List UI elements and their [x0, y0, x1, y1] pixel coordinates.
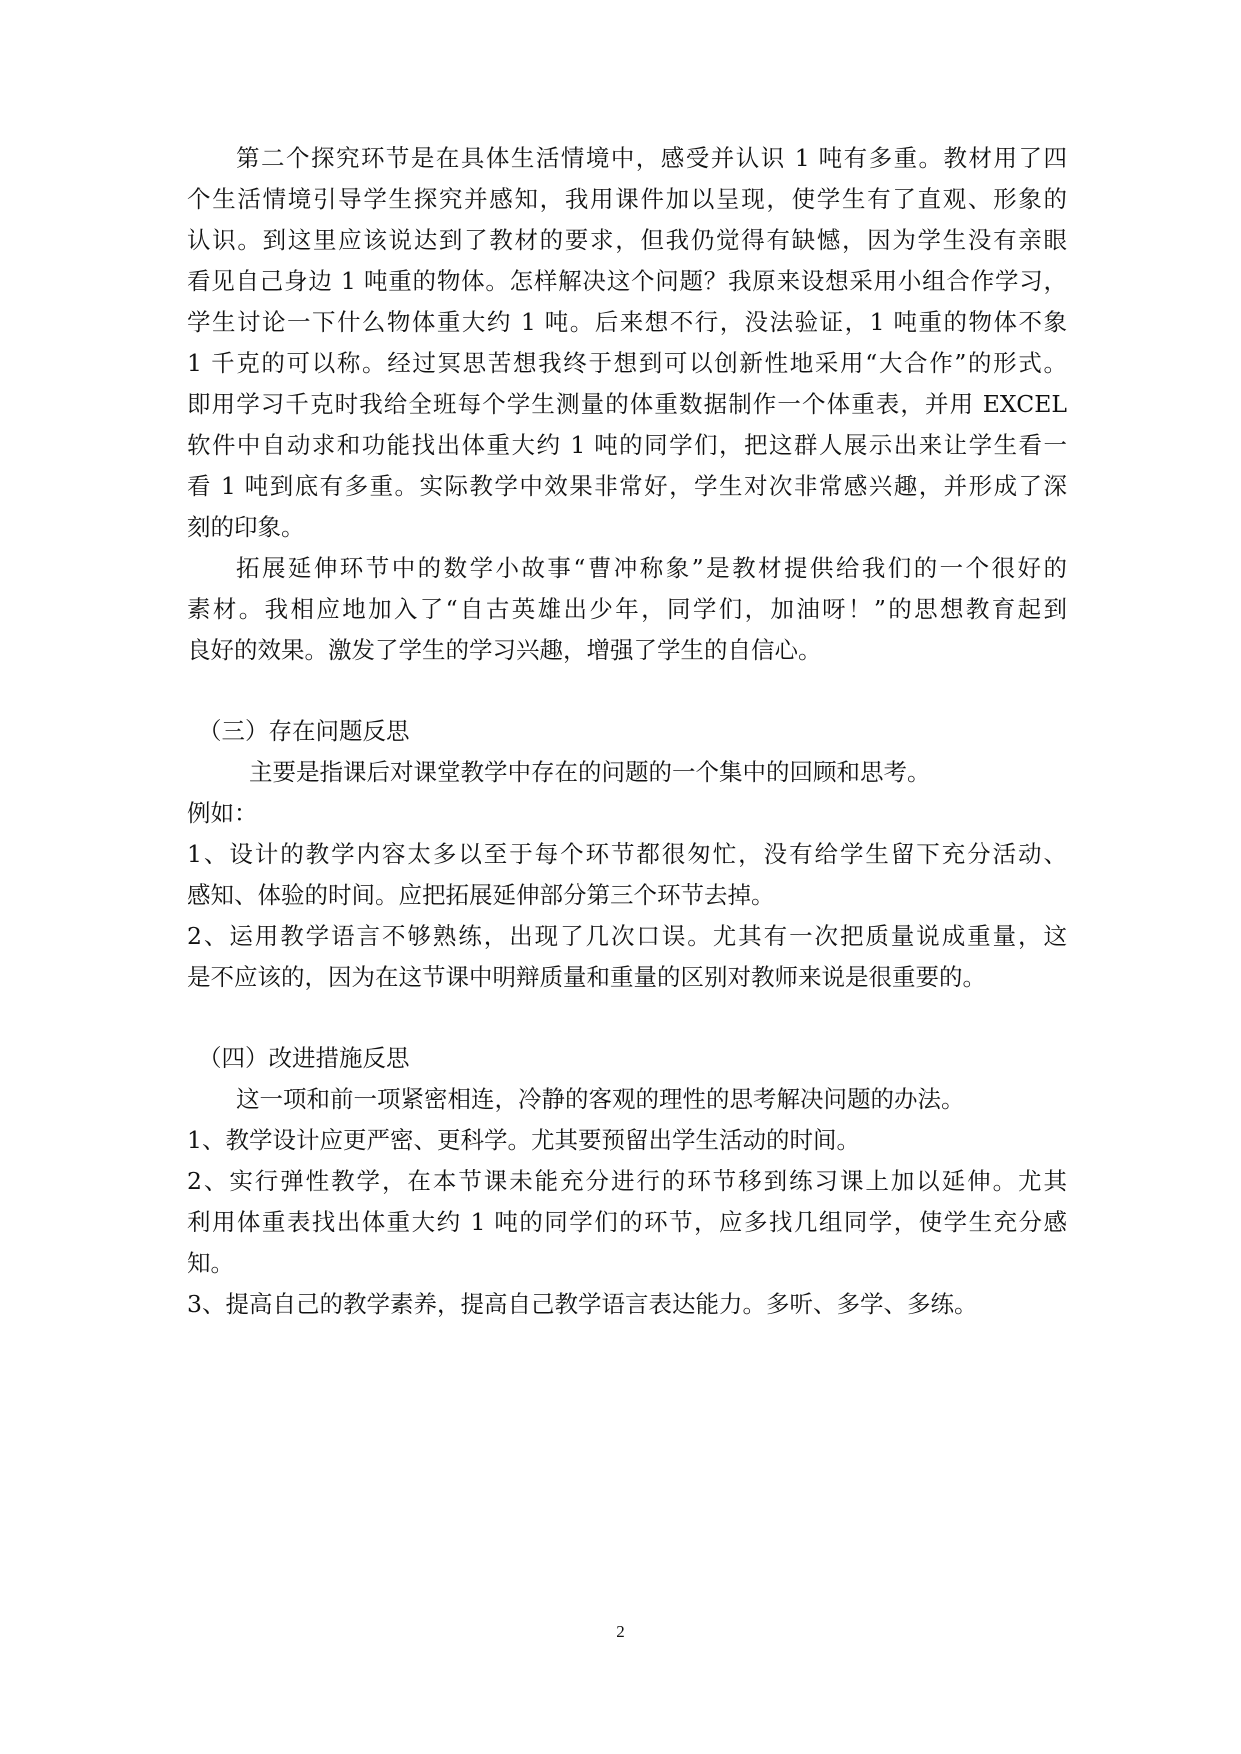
- paragraph-line: 1 千克的可以称。经过冥思苦想我终于想到可以创新性地采用“大合作”的形式。: [187, 349, 1067, 377]
- list-item-continuation: 是不应该的，因为在这节课中明辩质量和重量的区别对教师来说是很重要的。: [187, 963, 986, 991]
- paragraph-line: 第二个探究环节是在具体生活情境中，感受并认识 1 吨有多重。教材用了四: [236, 144, 1067, 172]
- paragraph-line: 即用学习千克时我给全班每个学生测量的体重数据制作一个体重表，并用 EXCEL: [187, 390, 1067, 418]
- paragraph-line: 拓展延伸环节中的数学小故事“曹冲称象”是教材提供给我们的一个很好的: [236, 554, 1067, 582]
- list-item-continuation: 感知、体验的时间。应把拓展延伸部分第三个环节去掉。: [187, 881, 775, 909]
- section-intro-4: 这一项和前一项紧密相连，冷静的客观的理性的思考解决问题的办法。: [236, 1085, 965, 1113]
- paragraph-line: 认识。到这里应该说达到了教材的要求，但我仍觉得有缺憾，因为学生没有亲眼: [187, 226, 1067, 254]
- list-item: 1、设计的教学内容太多以至于每个环节都很匆忙，没有给学生留下充分活动、: [187, 840, 1067, 868]
- paragraph-line: 素材。我相应地加入了“自古英雄出少年，同学们，加油呀！”的思想教育起到: [187, 595, 1067, 623]
- paragraph-line: 看 1 吨到底有多重。实际教学中效果非常好，学生对次非常感兴趣，并形成了深: [187, 472, 1067, 500]
- list-item: 2、实行弹性教学，在本节课未能充分进行的环节移到练习课上加以延伸。尤其: [187, 1167, 1067, 1195]
- list-item: 2、运用教学语言不够熟练，出现了几次口误。尤其有一次把质量说成重量，这: [187, 922, 1067, 950]
- paragraph-line: 良好的效果。激发了学生的学习兴趣，增强了学生的自信心。: [187, 636, 822, 664]
- paragraph-line: 学生讨论一下什么物体重大约 1 吨。后来想不行，没法验证，1 吨重的物体不象: [187, 308, 1067, 336]
- list-item: 1、教学设计应更严密、更科学。尤其要预留出学生活动的时间。: [187, 1126, 860, 1154]
- example-label: 例如：: [187, 799, 258, 827]
- list-item-continuation: 利用体重表找出体重大约 1 吨的同学们的环节，应多找几组同学，使学生充分感: [187, 1208, 1067, 1236]
- page-number: 2: [616, 1622, 625, 1641]
- section-intro-3: 主要是指课后对课堂教学中存在的问题的一个集中的回顾和思考。: [249, 758, 931, 786]
- list-item: 3、提高自己的教学素养，提高自己教学语言表达能力。多听、多学、多练。: [187, 1290, 978, 1318]
- paragraph-line: 个生活情境引导学生探究并感知，我用课件加以呈现，使学生有了直观、形象的: [187, 185, 1067, 213]
- list-item-continuation: 知。: [187, 1249, 234, 1277]
- paragraph-line: 看见自己身边 1 吨重的物体。怎样解决这个问题？我原来设想采用小组合作学习，: [187, 267, 1067, 295]
- section-heading-4: （四）改进措施反思: [198, 1044, 410, 1072]
- paragraph-line: 软件中自动求和功能找出体重大约 1 吨的同学们，把这群人展示出来让学生看一: [187, 431, 1067, 459]
- paragraph-line: 刻的印象。: [187, 513, 305, 541]
- section-heading-3: （三）存在问题反思: [198, 717, 410, 745]
